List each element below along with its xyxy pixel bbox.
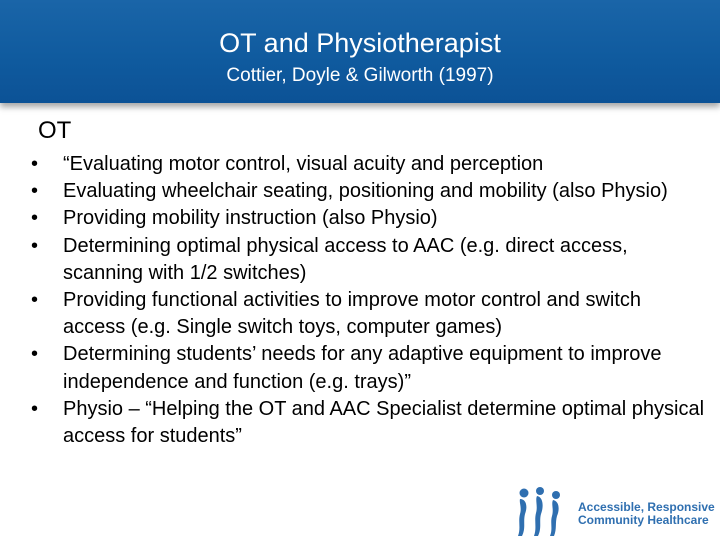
logo-text (578, 501, 715, 527)
bullet-text: “Evaluating motor control, visual acuity and perception (63, 153, 544, 175)
bullet-item (28, 287, 708, 341)
bullet-text: Providing mobility instruction (also Physio) (63, 207, 438, 230)
bullet-list (28, 151, 708, 450)
title-bar (0, 0, 720, 103)
bullet-item (28, 178, 708, 205)
bullet-icon: • (31, 153, 39, 175)
bullet-icon: • (31, 343, 39, 366)
section-heading: OT (38, 117, 72, 144)
bullet-text: Physio – “Helping the OT and AAC Specialist determine optimal physical access for students” (63, 397, 705, 448)
slide-title: OT and Physiotherapist (219, 28, 501, 58)
bullet-text: Evaluating wheelchair seating, positioning and mobility (also Physio) (63, 180, 668, 203)
bullet-icon: • (31, 207, 39, 230)
bullet-icon: • (31, 289, 39, 312)
bullet-icon: • (31, 180, 39, 203)
bullet-item (28, 341, 708, 395)
bullet-text: Providing functional activities to improve motor control and switch access (e.g. Single switch toys, computer games) (63, 289, 642, 339)
bullet-text: Determining students’ needs for any adaptive equipment to improve independence and function (e.g. trays)” (63, 343, 662, 393)
bullet-item (28, 151, 708, 178)
bullet-item (28, 396, 708, 450)
bullet-icon: • (31, 397, 39, 420)
logo-line-2: Community Healthcare (578, 513, 709, 527)
slide-subtitle: Cottier, Doyle & Gilworth (1997) (226, 65, 494, 86)
organization-logo (510, 484, 715, 538)
bullet-icon: • (31, 234, 39, 257)
bullet-item (28, 205, 708, 232)
bullet-item (28, 233, 708, 287)
bullet-text: Determining optimal physical access to AAC (e.g. direct access, scanning with 1/2 switches) (63, 234, 628, 284)
three-figures-logo-icon (510, 484, 576, 538)
logo-line-1: Accessible, Responsive (578, 500, 715, 514)
